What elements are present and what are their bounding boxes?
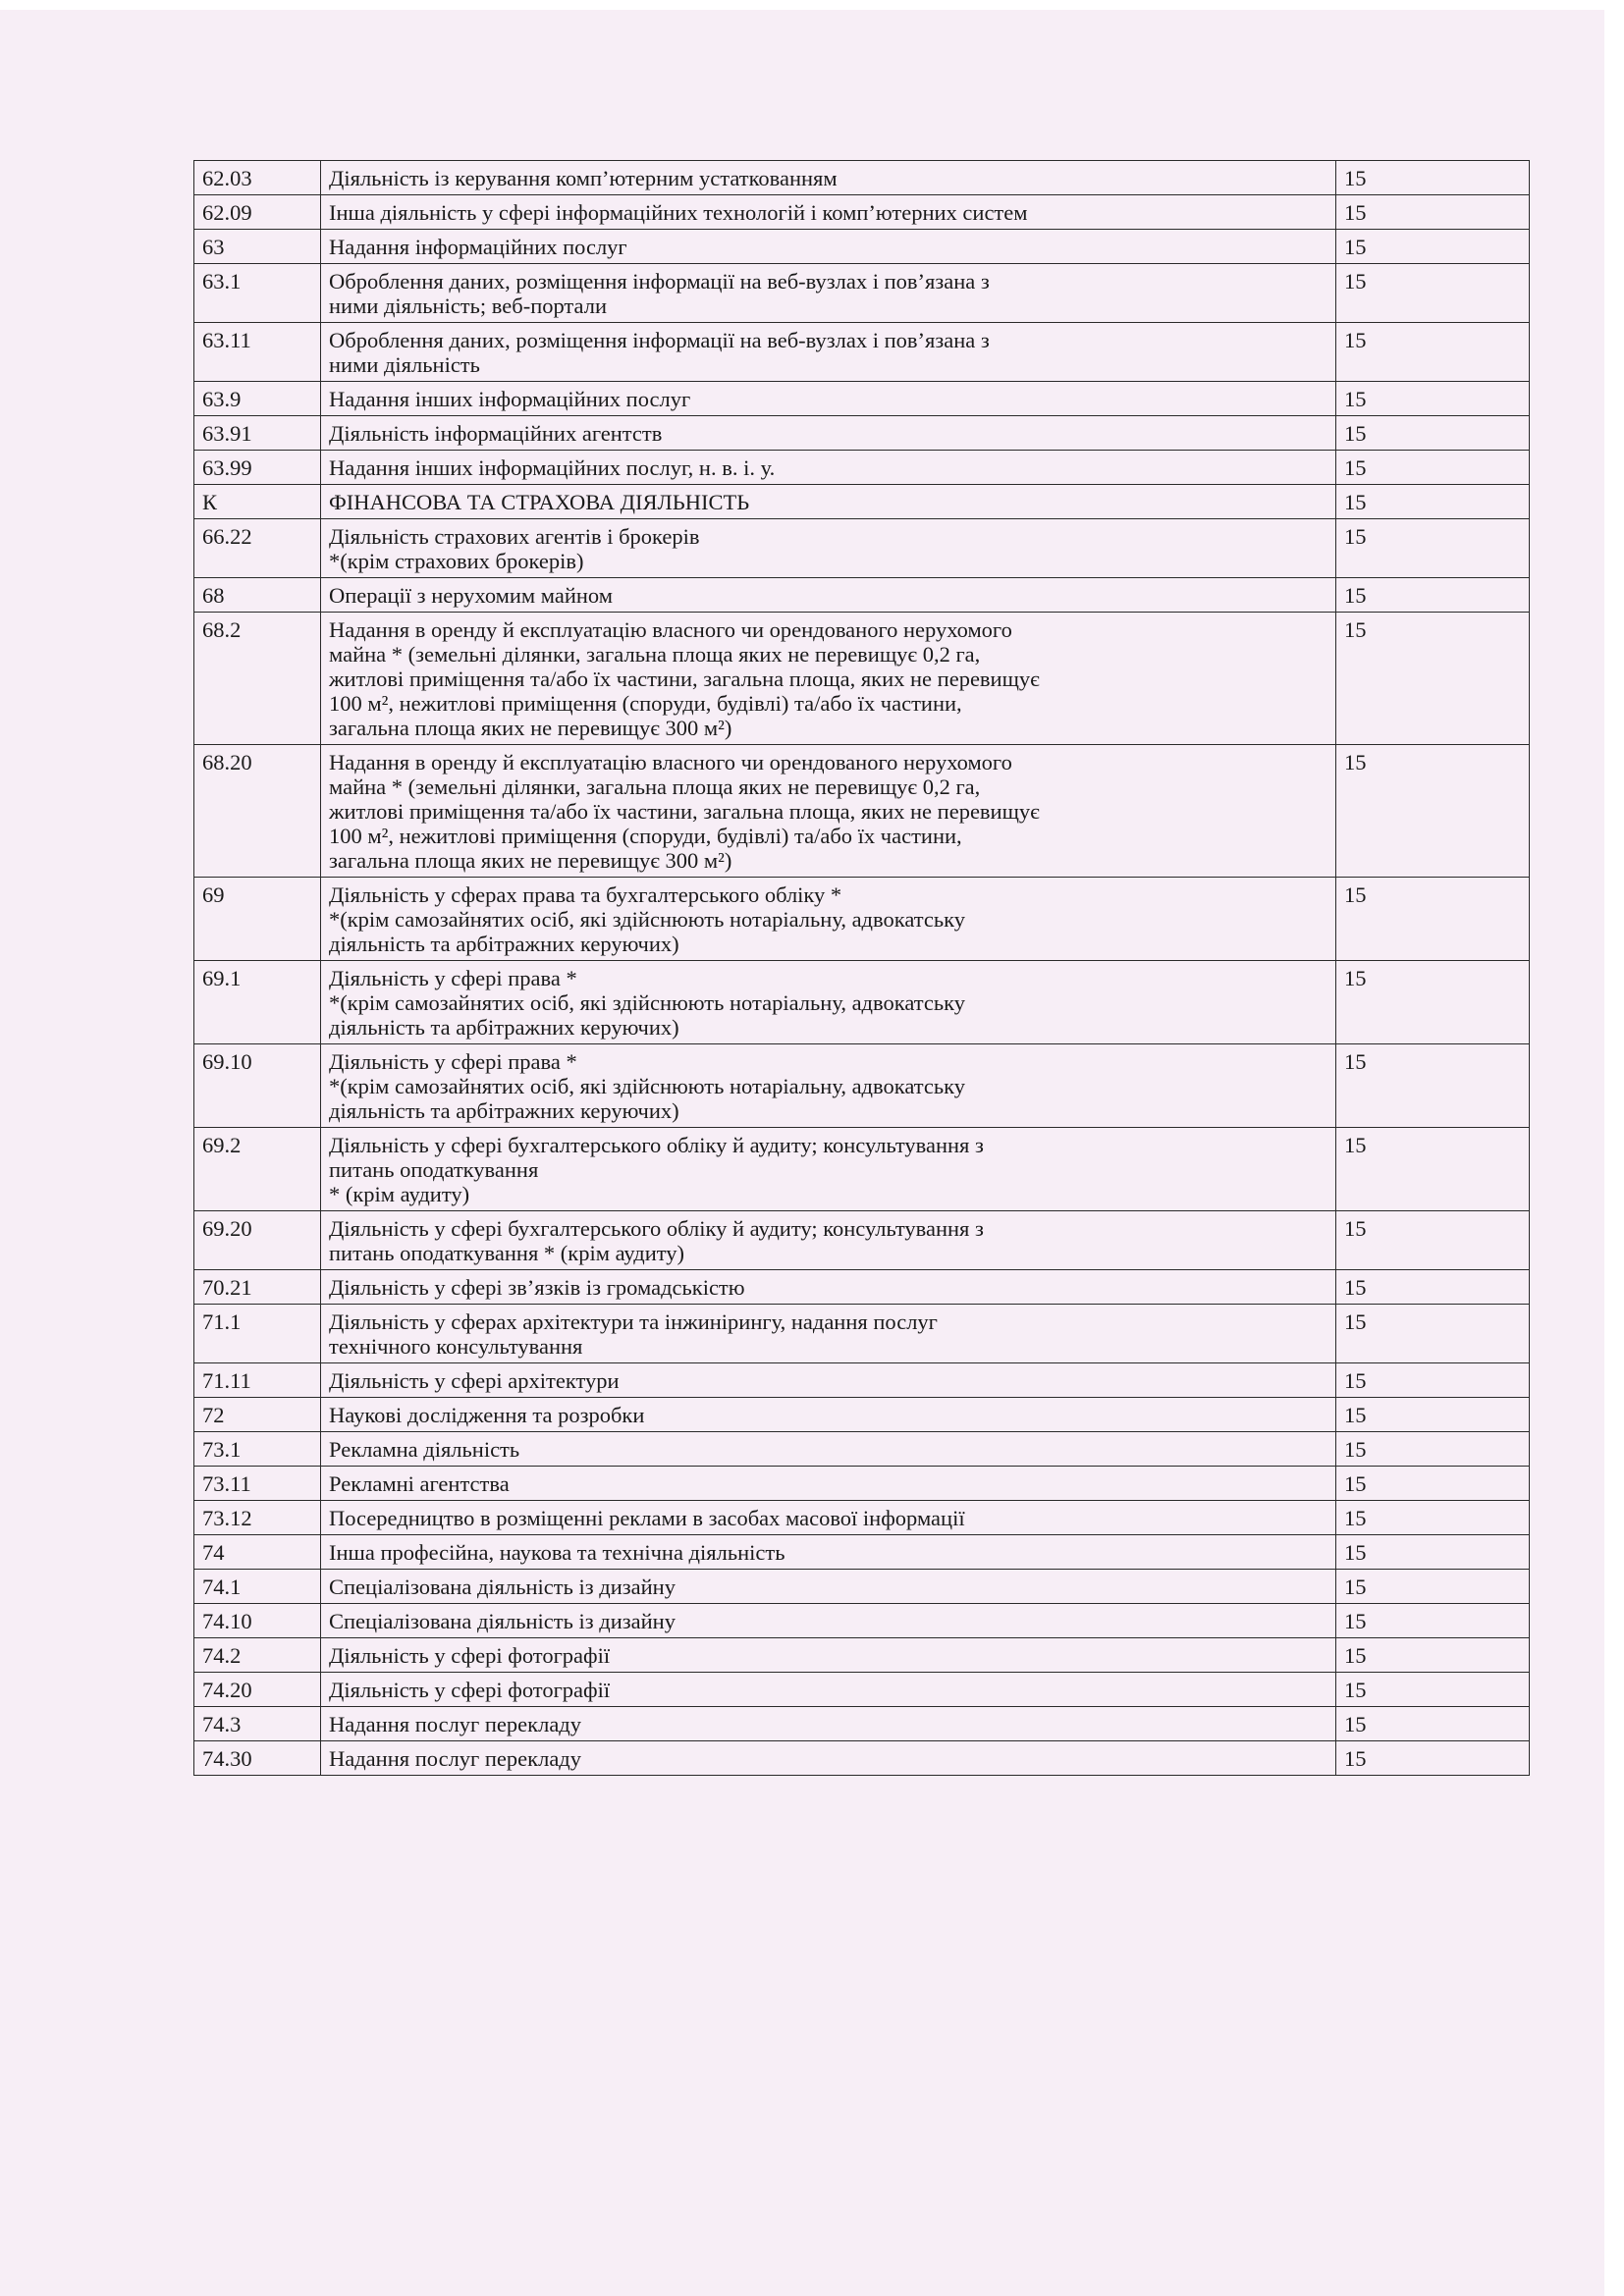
description-line: питань оподаткування <box>329 1157 539 1182</box>
activity-code: 62.09 <box>194 195 321 230</box>
description-line: Діяльність із керування комп’ютерним устаткованням <box>329 166 838 190</box>
table-row <box>194 1570 1530 1604</box>
activity-description <box>321 578 1336 613</box>
table-row <box>194 1604 1530 1638</box>
description-line: Діяльність у сфері права * <box>329 966 577 990</box>
activity-description <box>321 961 1336 1044</box>
description-line: житлові приміщення та/або їх частини, загальна площа, яких не перевищує <box>329 799 1040 824</box>
description-line: Оброблення даних, розміщення інформації на веб-вузлах і пов’язана з <box>329 328 990 352</box>
activity-code: 72 <box>194 1398 321 1432</box>
activity-description <box>321 1501 1336 1535</box>
description-line: ФІНАНСОВА ТА СТРАХОВА ДІЯЛЬНІСТЬ <box>329 490 750 514</box>
activity-code: 74.10 <box>194 1604 321 1638</box>
activity-code: 68.2 <box>194 613 321 745</box>
activity-code: 63.9 <box>194 382 321 416</box>
description-line: Надання інших інформаційних послуг, н. в. і. у. <box>329 455 776 480</box>
description-line: Надання інших інформаційних послуг <box>329 387 691 411</box>
activity-code: 74 <box>194 1535 321 1570</box>
activity-description <box>321 1467 1336 1501</box>
table-row <box>194 1211 1530 1270</box>
activity-description <box>321 1604 1336 1638</box>
rate-value: 15 <box>1336 416 1530 451</box>
table-row <box>194 878 1530 961</box>
table-row <box>194 1398 1530 1432</box>
activity-codes-table <box>193 160 1530 1776</box>
scan-right-margin <box>1604 0 1624 2296</box>
table-body <box>194 161 1530 1776</box>
description-line: діяльність та арбітражних керуючих) <box>329 1098 679 1123</box>
description-line: Діяльність у сфері права * <box>329 1049 577 1074</box>
activity-description <box>321 1398 1336 1432</box>
activity-code: 62.03 <box>194 161 321 195</box>
activity-code: 74.3 <box>194 1707 321 1741</box>
activity-description <box>321 1044 1336 1128</box>
activity-description <box>321 1535 1336 1570</box>
rate-value: 15 <box>1336 1707 1530 1741</box>
description-line: Рекламні агентства <box>329 1471 510 1496</box>
table-row <box>194 519 1530 578</box>
description-line: *(крім самозайнятих осіб, які здійснюють нотаріальну, адвокатську <box>329 990 965 1015</box>
rate-value: 15 <box>1336 1398 1530 1432</box>
activity-code: 73.11 <box>194 1467 321 1501</box>
description-line: діяльність та арбітражних керуючих) <box>329 1015 679 1040</box>
description-line: Операції з нерухомим майном <box>329 583 613 608</box>
description-line: Діяльність у сфері зв’язків із громадськістю <box>329 1275 745 1300</box>
activity-description <box>321 1270 1336 1305</box>
rate-value: 15 <box>1336 1673 1530 1707</box>
description-line: Рекламна діяльність <box>329 1437 520 1462</box>
rate-value: 15 <box>1336 1501 1530 1535</box>
table-row <box>194 264 1530 323</box>
rate-value: 15 <box>1336 195 1530 230</box>
table-row <box>194 745 1530 878</box>
description-line: Діяльність інформаційних агентств <box>329 421 663 446</box>
description-line: *(крім страхових брокерів) <box>329 549 584 573</box>
description-line: Діяльність у сфері бухгалтерського обліку й аудиту; консультування з <box>329 1133 984 1157</box>
description-line: Діяльність страхових агентів і брокерів <box>329 524 700 549</box>
description-line: Спеціалізована діяльність із дизайну <box>329 1609 676 1633</box>
activity-code: 66.22 <box>194 519 321 578</box>
rate-value: 15 <box>1336 519 1530 578</box>
rate-value: 15 <box>1336 878 1530 961</box>
activity-description <box>321 161 1336 195</box>
rate-value: 15 <box>1336 745 1530 878</box>
description-line: Надання в оренду й експлуатацію власного чи орендованого нерухомого <box>329 750 1012 774</box>
activity-code: 71.11 <box>194 1363 321 1398</box>
activity-description <box>321 745 1336 878</box>
table-row <box>194 1432 1530 1467</box>
activity-description <box>321 230 1336 264</box>
table-row <box>194 1707 1530 1741</box>
description-line: Надання послуг перекладу <box>329 1746 582 1771</box>
activity-code: 70.21 <box>194 1270 321 1305</box>
table-row <box>194 1501 1530 1535</box>
activity-code: 63 <box>194 230 321 264</box>
activity-code: 73.1 <box>194 1432 321 1467</box>
activity-description <box>321 1741 1336 1776</box>
description-line: * (крім аудиту) <box>329 1182 470 1206</box>
description-line: Надання інформаційних послуг <box>329 235 627 259</box>
activity-code: 63.1 <box>194 264 321 323</box>
description-line: діяльність та арбітражних керуючих) <box>329 932 679 956</box>
rate-value: 15 <box>1336 613 1530 745</box>
scan-top-margin <box>0 0 1624 10</box>
activity-description <box>321 264 1336 323</box>
table-row <box>194 382 1530 416</box>
description-line: Діяльність у сфері фотографії <box>329 1643 611 1668</box>
activity-code: 63.91 <box>194 416 321 451</box>
description-line: Інша діяльність у сфері інформаційних технологій і комп’ютерних систем <box>329 200 1028 225</box>
activity-description <box>321 451 1336 485</box>
activity-description <box>321 1432 1336 1467</box>
rate-value: 15 <box>1336 1305 1530 1363</box>
rate-value: 15 <box>1336 578 1530 613</box>
rate-value: 15 <box>1336 264 1530 323</box>
description-line: 100 м², нежитлові приміщення (споруди, будівлі) та/або їх частини, <box>329 691 962 716</box>
description-line: Надання послуг перекладу <box>329 1712 582 1736</box>
description-line: Надання в оренду й експлуатацію власного чи орендованого нерухомого <box>329 617 1012 642</box>
activity-code: 68.20 <box>194 745 321 878</box>
description-line: Діяльність у сферах права та бухгалтерського обліку * <box>329 882 842 907</box>
description-line: 100 м², нежитлові приміщення (споруди, будівлі) та/або їх частини, <box>329 824 962 848</box>
rate-value: 15 <box>1336 1467 1530 1501</box>
rate-value: 15 <box>1336 161 1530 195</box>
description-line: Спеціалізована діяльність із дизайну <box>329 1575 676 1599</box>
rate-value: 15 <box>1336 1432 1530 1467</box>
activity-description <box>321 1363 1336 1398</box>
description-line: Посередництво в розміщенні реклами в засобах масової інформації <box>329 1506 965 1530</box>
activity-description <box>321 519 1336 578</box>
activity-code: 69.1 <box>194 961 321 1044</box>
table-row <box>194 195 1530 230</box>
activity-code: 71.1 <box>194 1305 321 1363</box>
activity-code: 63.99 <box>194 451 321 485</box>
activity-description <box>321 1211 1336 1270</box>
rate-value: 15 <box>1336 323 1530 382</box>
table-row <box>194 1638 1530 1673</box>
activity-code: 68 <box>194 578 321 613</box>
rate-value: 15 <box>1336 451 1530 485</box>
table-row <box>194 451 1530 485</box>
description-line: ними діяльність; веб-портали <box>329 294 607 318</box>
table-row <box>194 1535 1530 1570</box>
table-row <box>194 1673 1530 1707</box>
table-row <box>194 230 1530 264</box>
rate-value: 15 <box>1336 230 1530 264</box>
rate-value: 15 <box>1336 382 1530 416</box>
description-line: майна * (земельні ділянки, загальна площа яких не перевищує 0,2 га, <box>329 642 981 667</box>
activity-description <box>321 1638 1336 1673</box>
table-row <box>194 1741 1530 1776</box>
description-line: майна * (земельні ділянки, загальна площа яких не перевищує 0,2 га, <box>329 774 981 799</box>
description-line: *(крім самозайнятих осіб, які здійснюють нотаріальну, адвокатську <box>329 1074 965 1098</box>
activity-description <box>321 1570 1336 1604</box>
activity-description <box>321 1707 1336 1741</box>
activity-code: 69.10 <box>194 1044 321 1128</box>
activity-code: 69.2 <box>194 1128 321 1211</box>
table-row <box>194 416 1530 451</box>
activity-description <box>321 1305 1336 1363</box>
activity-code: 69.20 <box>194 1211 321 1270</box>
description-line: загальна площа яких не перевищує 300 м²) <box>329 716 732 740</box>
description-line: Діяльність у сфері бухгалтерського обліку й аудиту; консультування з <box>329 1216 984 1241</box>
activity-description <box>321 613 1336 745</box>
table-row <box>194 323 1530 382</box>
rate-value: 15 <box>1336 961 1530 1044</box>
activity-code: 63.11 <box>194 323 321 382</box>
rate-value: 15 <box>1336 1535 1530 1570</box>
activity-code: 74.2 <box>194 1638 321 1673</box>
description-line: питань оподаткування * (крім аудиту) <box>329 1241 685 1265</box>
activity-description <box>321 382 1336 416</box>
description-line: Діяльність у сферах архітектури та інжинірингу, надання послуг <box>329 1309 938 1334</box>
rate-value: 15 <box>1336 1270 1530 1305</box>
description-line: загальна площа яких не перевищує 300 м²) <box>329 848 732 873</box>
rate-value: 15 <box>1336 1570 1530 1604</box>
rate-value: 15 <box>1336 1638 1530 1673</box>
description-line: *(крім самозайнятих осіб, які здійснюють нотаріальну, адвокатську <box>329 907 965 932</box>
activity-description <box>321 1673 1336 1707</box>
activity-description <box>321 195 1336 230</box>
activity-code: 74.30 <box>194 1741 321 1776</box>
description-line: Оброблення даних, розміщення інформації на веб-вузлах і пов’язана з <box>329 269 990 294</box>
table-row <box>194 1363 1530 1398</box>
table-row <box>194 1305 1530 1363</box>
table-row <box>194 578 1530 613</box>
activity-description <box>321 1128 1336 1211</box>
table-row <box>194 613 1530 745</box>
description-line: Діяльність у сфері архітектури <box>329 1368 620 1393</box>
rate-value: 15 <box>1336 1363 1530 1398</box>
activity-code: 69 <box>194 878 321 961</box>
table-row <box>194 1270 1530 1305</box>
table-row <box>194 961 1530 1044</box>
rate-value: 15 <box>1336 485 1530 519</box>
table-row <box>194 1467 1530 1501</box>
activity-description <box>321 416 1336 451</box>
rate-value: 15 <box>1336 1604 1530 1638</box>
table-row <box>194 161 1530 195</box>
description-line: житлові приміщення та/або їх частини, загальна площа, яких не перевищує <box>329 667 1040 691</box>
description-line: Діяльність у сфері фотографії <box>329 1678 611 1702</box>
table-row <box>194 1044 1530 1128</box>
table-row <box>194 485 1530 519</box>
activity-code: К <box>194 485 321 519</box>
table-row <box>194 1128 1530 1211</box>
activity-code: 74.20 <box>194 1673 321 1707</box>
activity-description <box>321 323 1336 382</box>
description-line: Інша професійна, наукова та технічна діяльність <box>329 1540 785 1565</box>
activity-code: 74.1 <box>194 1570 321 1604</box>
description-line: ними діяльність <box>329 352 480 377</box>
description-line: Наукові дослідження та розробки <box>329 1403 645 1427</box>
rate-value: 15 <box>1336 1128 1530 1211</box>
activity-code: 73.12 <box>194 1501 321 1535</box>
activity-description <box>321 485 1336 519</box>
rate-value: 15 <box>1336 1044 1530 1128</box>
description-line: технічного консультування <box>329 1334 583 1359</box>
rate-value: 15 <box>1336 1211 1530 1270</box>
rate-value: 15 <box>1336 1741 1530 1776</box>
activity-description <box>321 878 1336 961</box>
